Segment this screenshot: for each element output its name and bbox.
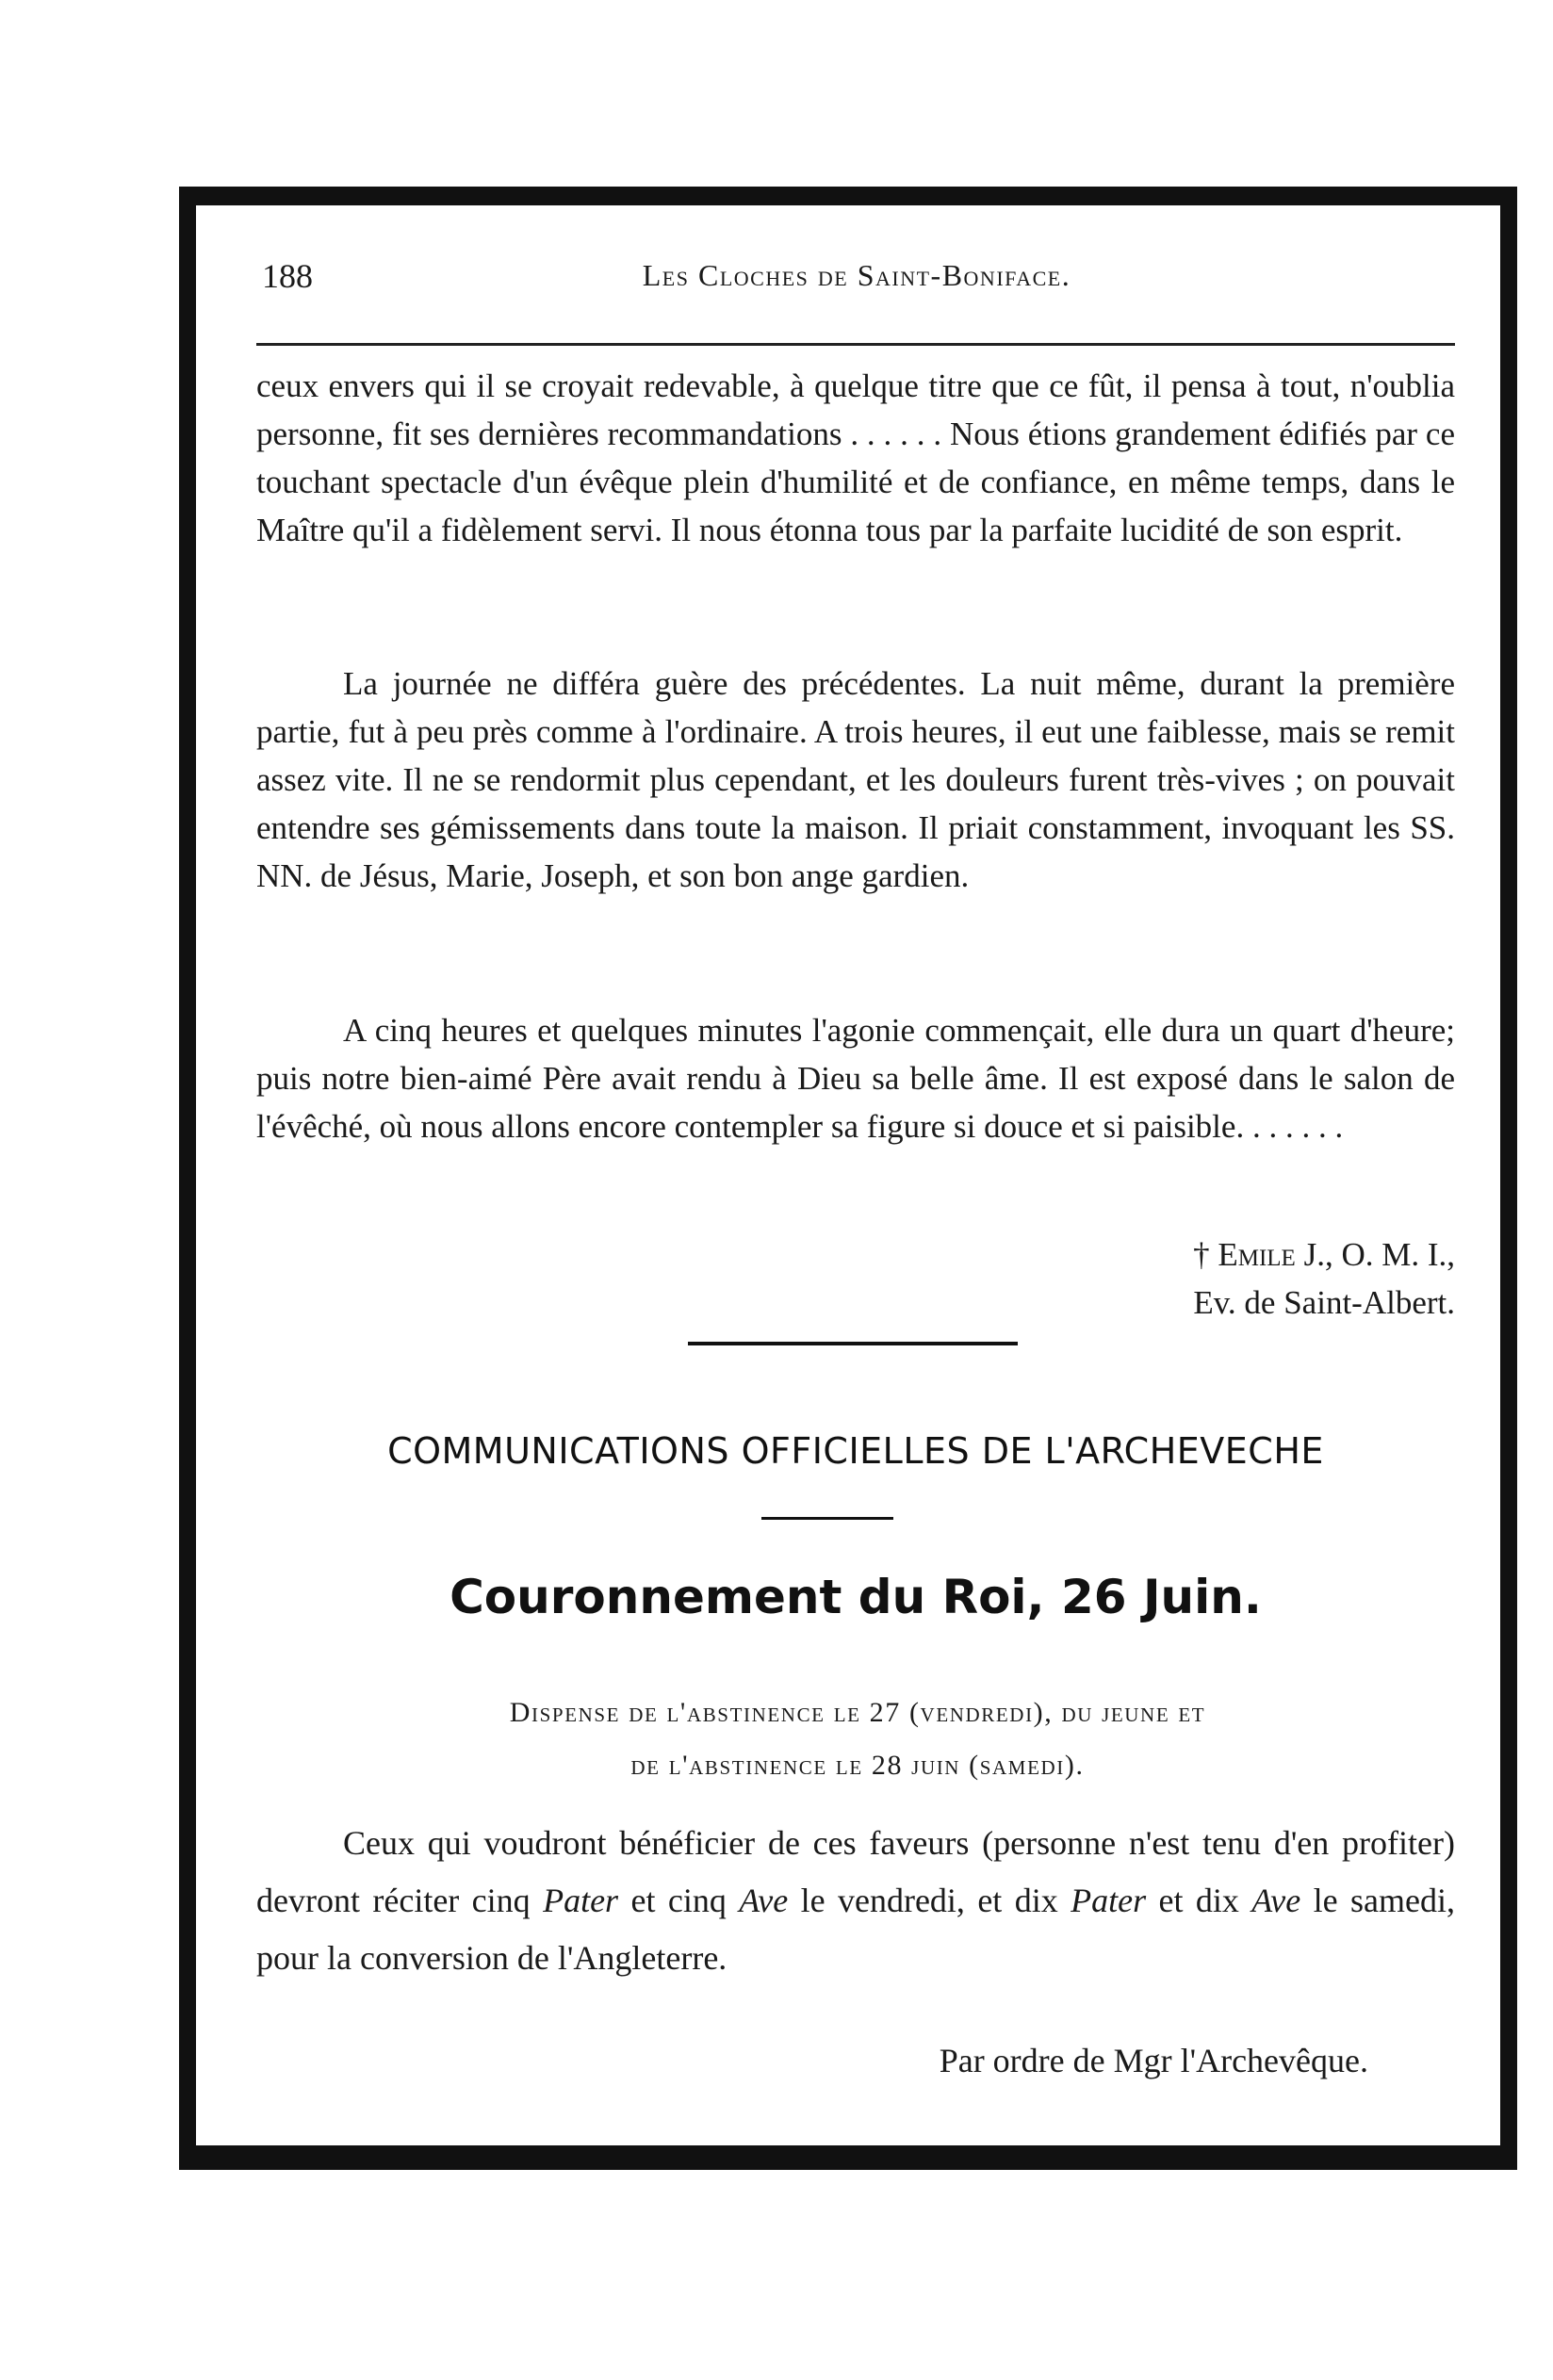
header-rule [256,343,1455,346]
dispense-line-2: de l'abstinence le 28 juin (samedi). [630,1750,1085,1781]
page-header [262,256,1451,309]
pater-word: Pater [543,1882,619,1919]
signature-block [1193,1231,1455,1327]
event-title: Couronnement du Roi, 26 Juin. [450,1570,1262,1624]
body-paragraph-1: ceux envers qui il se croyait redevable, à quelque titre que ce fût, il pensa à tout, n'oublia personne, fit ses dernières recommandations . . . . . . Nous étions grandement édifiés par ce touchant spectacle d'un évêque plein d'humilité et de confiance, en même temps, dans le Maître qu'il a fidèlement servi. Il nous étonna tous par la parfaite lucidité de son esprit. [256,367,1455,548]
communication-text-2: et cinq [618,1882,740,1919]
signature-title: Ev. de Saint-Albert. [1193,1284,1455,1321]
page-number: 188 [262,257,313,295]
ave-word: Ave [1251,1882,1301,1919]
ave-word: Ave [739,1882,789,1919]
running-title: Les Cloches de Saint-Boniface. [642,258,1071,292]
communication-text-4: et dix [1146,1882,1252,1919]
signature-name: † Emile J., O. M. I., [1193,1236,1455,1273]
body-paragraph-2: La journée ne différa guère des précédentes. La nuit même, durant la première partie, fut à peu près comme à l'ordinaire. A trois heures, il eut une faiblesse, mais se remit assez vite. Il ne se rendormit plus cependant, et les douleurs furent très-vives ; on pouvait entendre ses gémissements dans toute la maison. Il priait constamment, invoquant les SS. NN. de Jésus, Marie, Joseph, et son bon ange gardien. [256,665,1455,894]
short-divider-rule [761,1517,893,1520]
communication-text-3: le vendredi, et dix [788,1882,1071,1919]
communication-paragraph [256,1815,1455,1987]
section-divider-rule [688,1342,1018,1345]
section-title: COMMUNICATIONS OFFICIELLES DE L'ARCHEVECHE [387,1430,1324,1472]
dispense-heading [283,1687,1432,1792]
dispense-line-1: Dispense de l'abstinence le 27 (vendredi), du jeune et [509,1697,1206,1728]
pater-word: Pater [1071,1882,1147,1919]
body-paragraph-3: A cinq heures et quelques minutes l'agonie commençait, elle dura un quart d'heure; puis notre bien-aimé Père avait rendu à Dieu sa belle âme. Il est exposé dans le salon de l'évêché, où nous allons encore contempler sa figure si douce et si paisible. . . . . . . [256,1012,1455,1145]
communication-text-5: le samedi, pour la conversion de l'Angleterre. [256,1882,1456,1977]
communication-text-1: Ceux qui voudront bénéficier de ces faveurs (personne n'est tenu d'en profiter) devront réciter cinq [256,1824,1455,1919]
closing-signature: Par ordre de Mgr l'Archevêque. [939,2042,1368,2079]
